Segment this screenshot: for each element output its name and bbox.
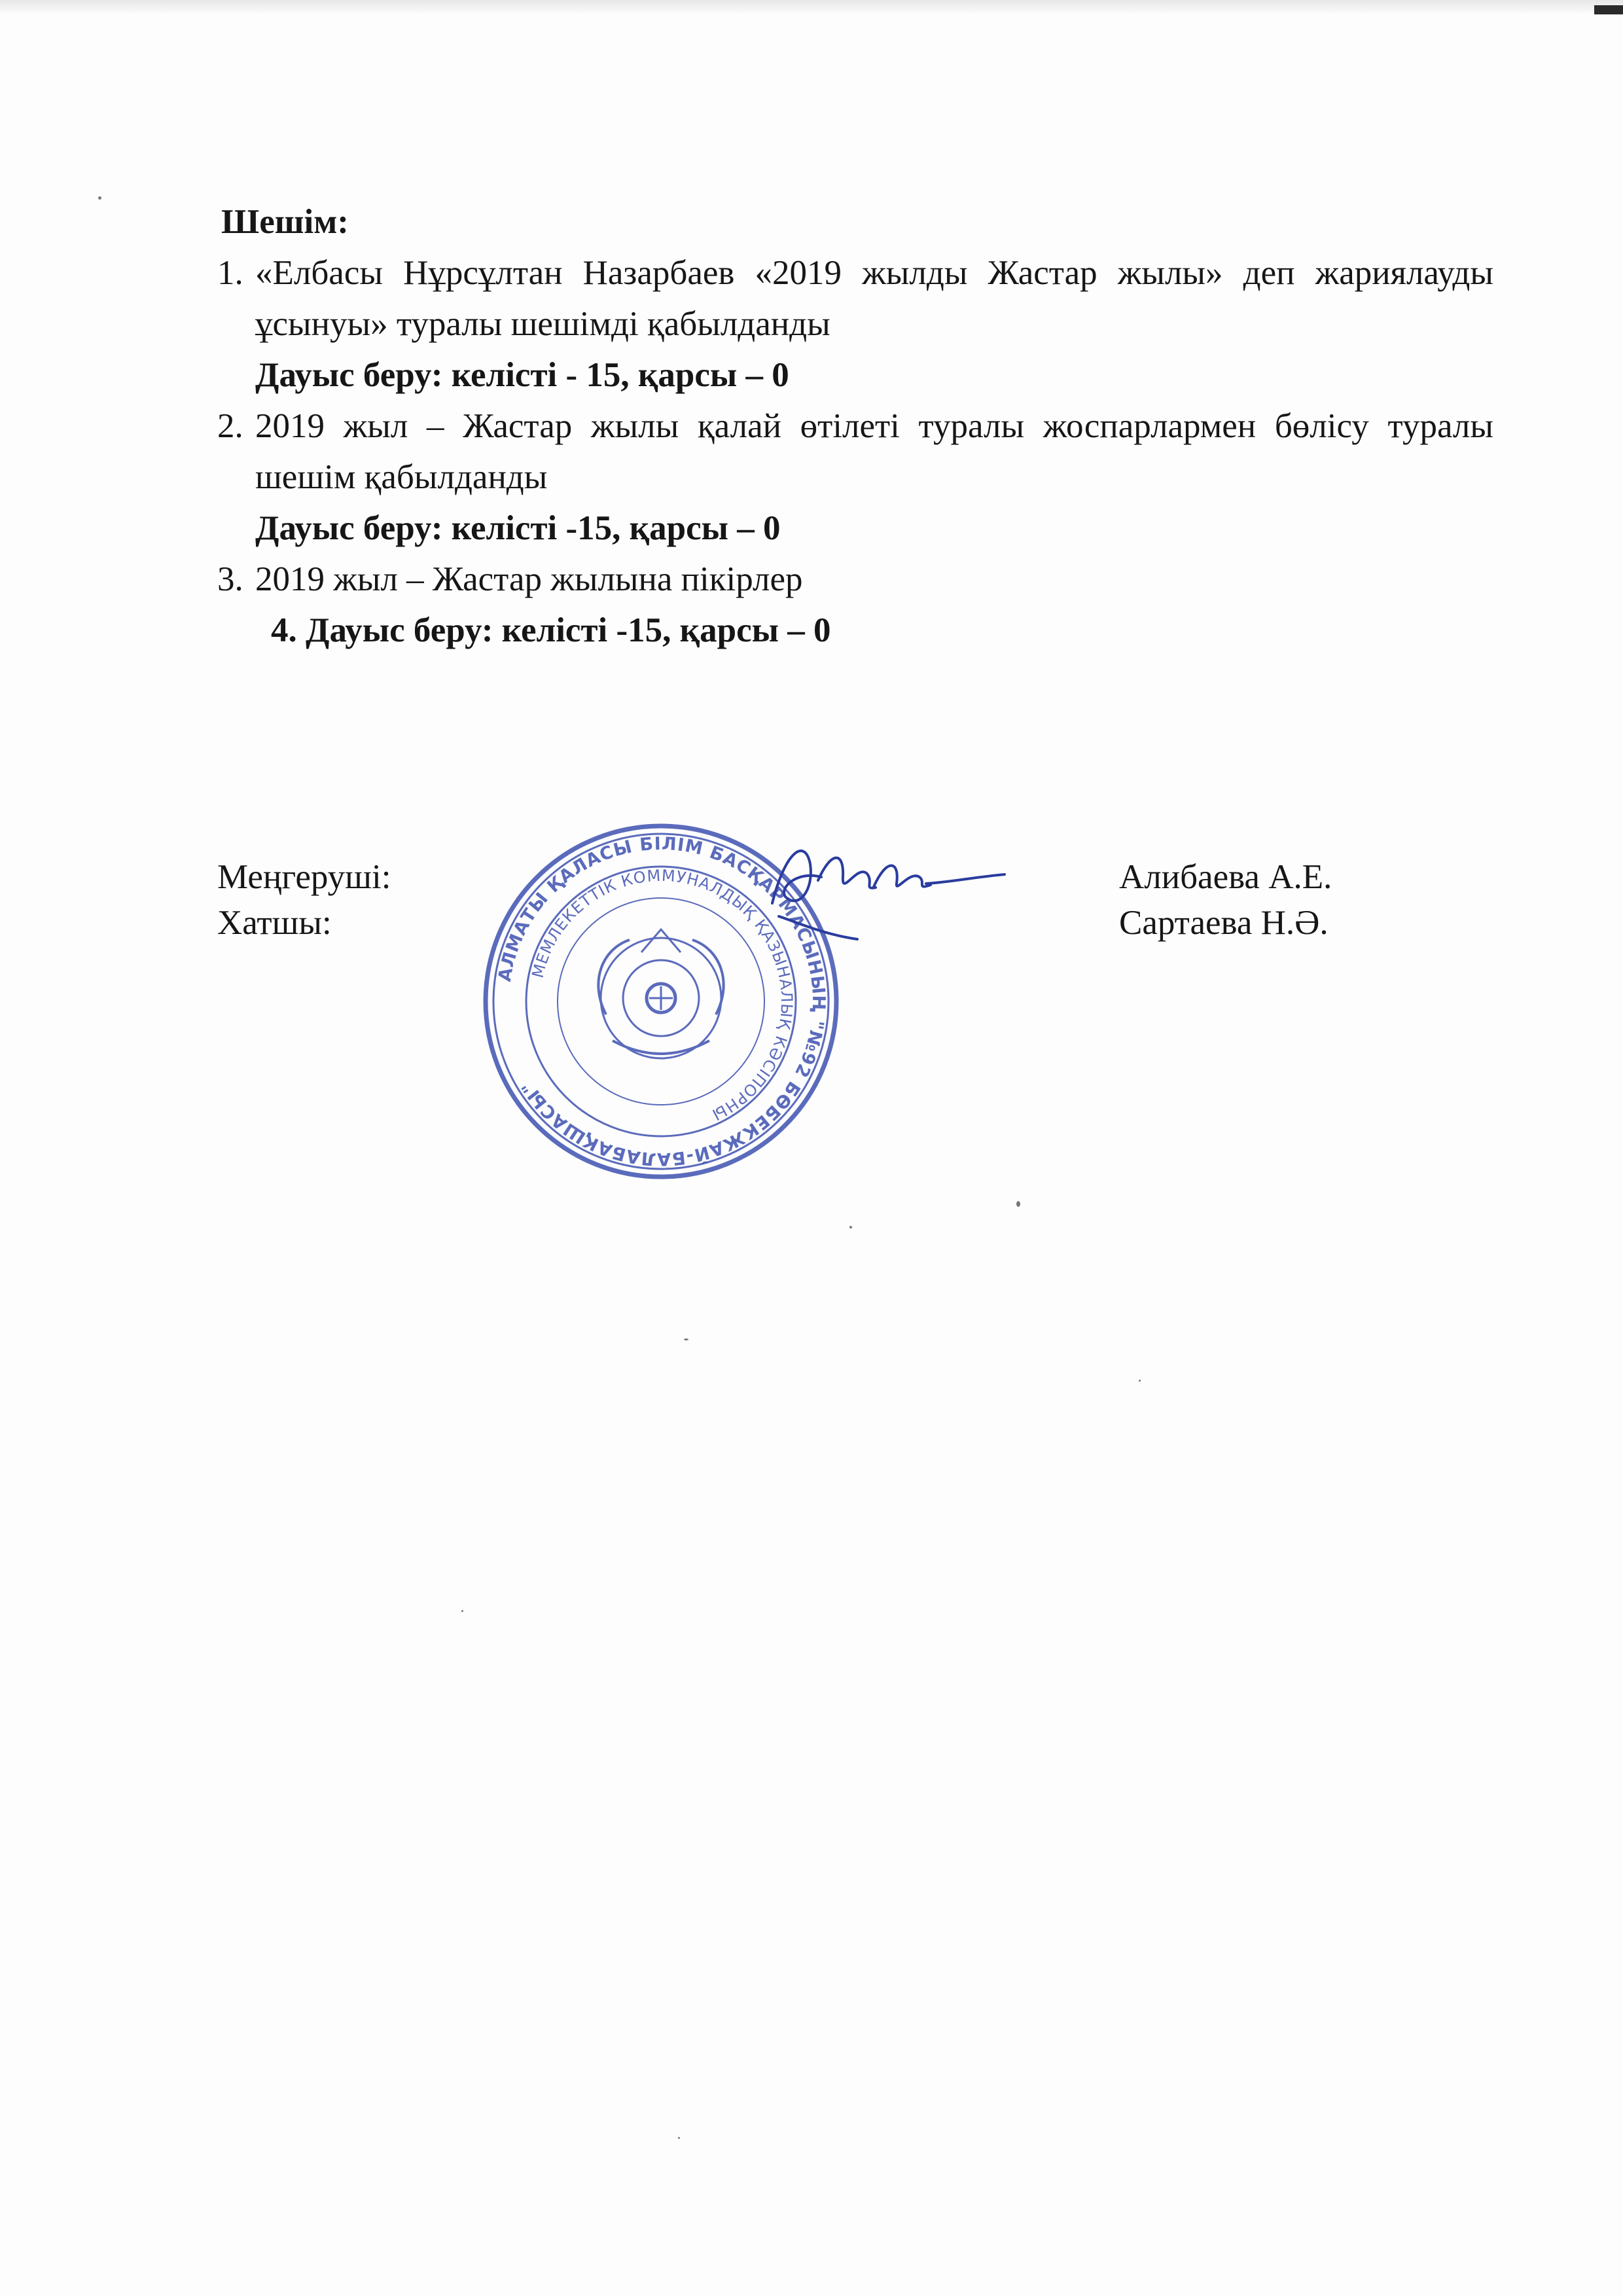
decision-text: 2019 жыл – Жастар жылы қалай өтілеті туралы жоспарлармен бөлісу туралы шешім қабылданды xyxy=(255,407,1493,496)
secretary-name: Сартаева Н.Ә. xyxy=(1119,904,1329,942)
scan-speck xyxy=(684,1338,688,1340)
decision-list xyxy=(217,247,1493,605)
decision-item-2 xyxy=(217,401,1493,554)
stamp-inner-text: МЕМЛЕКЕТТІК КОММУНАЛДЫҚ ҚАЗЫНАЛЫҚ КӘСІПОРНЫ xyxy=(528,866,796,1124)
scan-mark xyxy=(1594,5,1623,14)
decision-number: 2. xyxy=(217,407,243,445)
vote-result-4: 4. Дауыс беру: келісті -15, қарсы – 0 xyxy=(271,611,831,649)
scan-speck xyxy=(1016,1201,1020,1207)
stamp-outer-text: АЛМАТЫ ҚАЛАСЫ БІЛІМ БАСҚАРМАСЫНЫҢ "№92 БӨБЕКЖАЙ-БАЛАБАҚШАСЫ" xyxy=(494,833,829,1170)
scan-speck xyxy=(98,196,101,200)
vote-result: Дауыс беру: келісті - 15, қарсы – 0 xyxy=(255,356,789,394)
secretary-role: Хатшы: xyxy=(217,904,332,942)
decision-text: 2019 жыл – Жастар жылына пікірлер xyxy=(255,560,803,598)
scan-edge xyxy=(0,0,1623,14)
scan-speck xyxy=(461,1610,463,1612)
decision-number: 3. xyxy=(217,560,243,598)
vote-result: Дауыс беру: келісті -15, қарсы – 0 xyxy=(255,509,781,547)
scan-speck xyxy=(849,1226,852,1229)
handwritten-signature xyxy=(759,825,1008,942)
decision-item-3 xyxy=(217,554,1493,605)
section-heading: Шешім: xyxy=(221,203,349,241)
decision-section xyxy=(217,196,1493,656)
head-name: Алибаева А.Е. xyxy=(1119,858,1332,896)
decision-item-1 xyxy=(217,247,1493,401)
decision-text: «Елбасы Нұрсұлтан Назарбаев «2019 жылды Жастар жылы» деп жариялауды ұсынуы» туралы шешімді қабылданды xyxy=(255,254,1493,343)
scan-speck xyxy=(1139,1380,1141,1382)
scan-speck xyxy=(678,2137,680,2139)
decision-number: 1. xyxy=(217,254,243,292)
head-role: Меңгеруші: xyxy=(217,858,391,896)
